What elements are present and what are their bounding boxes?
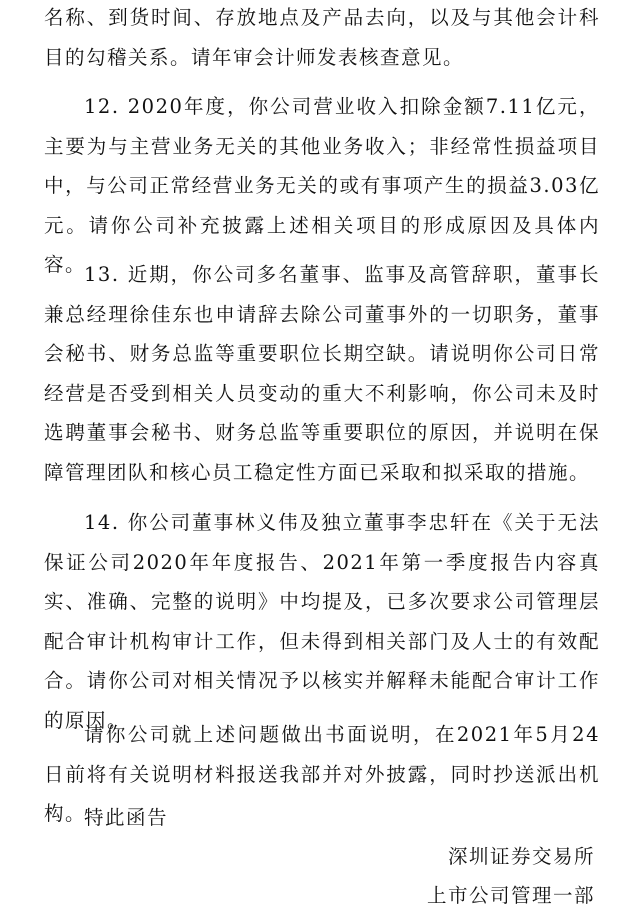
signature-department: 上市公司管理一部 bbox=[426, 884, 595, 907]
signature-organization: 深圳证券交易所 bbox=[447, 845, 595, 868]
paragraph-item-13: 13. 近期，你公司多名董事、监事及高管辞职，董事长兼总经理徐佳东也申请辞去除公司董事外的一切职务，董事会秘书、财务总监等重要职位长期空缺。请说明你公司日常经营是否受到相关人员变动的重大不利影响，你公司未及时选聘董事会秘书、财务总监等重要职位的原因，并说明在保障管理团队和核心员工稳定性方面已采取和拟采取的措施。 bbox=[44, 263, 600, 484]
paragraph-closing: 特此函告 bbox=[84, 806, 169, 829]
paragraph-item-14: 14. 你公司董事林义伟及独立董事李忠轩在《关于无法保证公司2020年年度报告、2021年第一季度报告内容真实、准确、完整的说明》中均提及，已多次要求公司管理层配合审计机构审计工作，但未得到相关部门及人士的有效配合。请你公司对相关情况予以核实并解释未能配合审计工作的原因。 bbox=[44, 511, 600, 732]
paragraph-continuation: 名称、到货时间、存放地点及产品去向，以及与其他会计科目的勾稽关系。请年审会计师发表核查意见。 bbox=[44, 6, 600, 69]
paragraph-item-12: 12. 2020年度，你公司营业收入扣除金额7.11亿元，主要为与主营业务无关的其他业务收入；非经常性损益项目中，与公司正常经营业务无关的或有事项产生的损益3.03亿元。请你公司补充披露上述相关项目的形成原因及具体内容。 bbox=[44, 95, 600, 277]
paragraph-request: 请你公司就上述问题做出书面说明，在2021年5月24日前将有关说明材料报送我部并对外披露，同时抄送派出机构。 bbox=[44, 723, 600, 826]
